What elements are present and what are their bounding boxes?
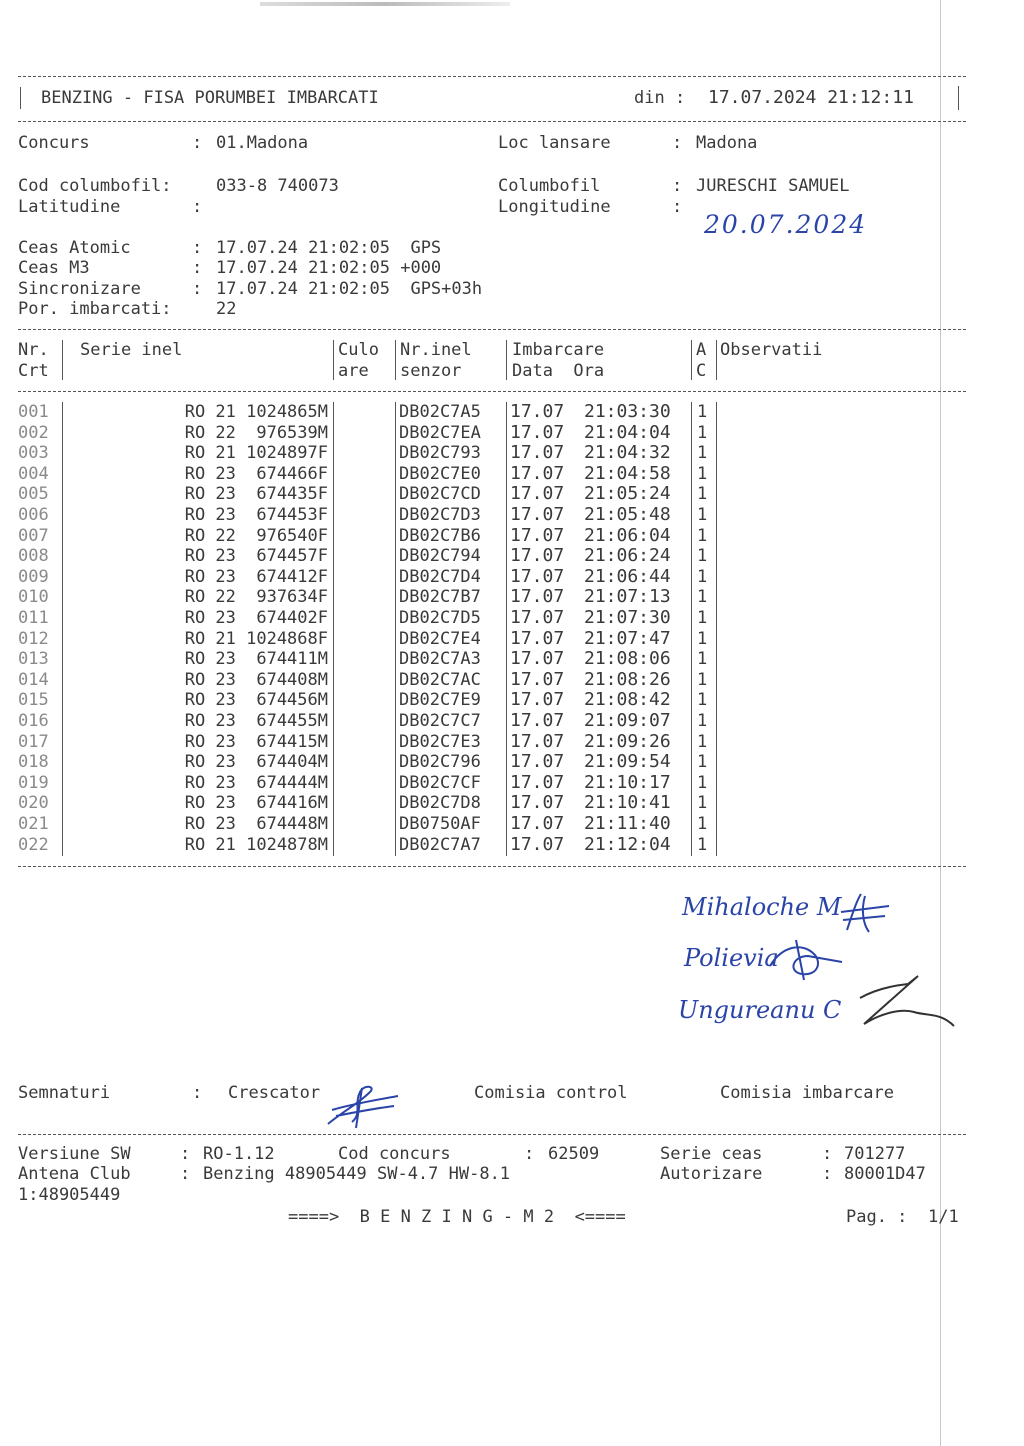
cell-nr: 014 bbox=[18, 669, 49, 690]
cell-ora: 21:08:06 bbox=[584, 648, 671, 670]
cell-nr: 002 bbox=[18, 422, 49, 443]
divider bbox=[395, 402, 396, 856]
cell-ac: 1 bbox=[697, 814, 708, 834]
divider bbox=[333, 340, 334, 380]
cell-senzor: DB02C7E0 bbox=[399, 463, 481, 484]
long-label: Longitudine bbox=[498, 197, 611, 217]
antena-value: Benzing 48905449 SW-4.7 HW-8.1 bbox=[203, 1164, 511, 1184]
cod-label: Cod columbofil: bbox=[18, 176, 172, 196]
header-nrinel-1: Nr.inel bbox=[400, 340, 472, 360]
cell-serie: RO 23 674457F bbox=[184, 546, 328, 567]
columbofil-label: Columbofil bbox=[498, 176, 601, 196]
signature-text-2: Polievia bbox=[684, 944, 779, 972]
cell-senzor: DB02C7AC bbox=[399, 669, 481, 690]
cell-ora: 21:12:04 bbox=[584, 833, 671, 855]
colon: : bbox=[192, 238, 203, 258]
cell-data: 17.07 bbox=[510, 462, 565, 484]
cell-senzor: DB02C7B6 bbox=[399, 525, 481, 546]
cell-ac: 1 bbox=[697, 752, 708, 773]
cell-senzor: DB02C7E3 bbox=[399, 731, 481, 752]
loc-value: Madona bbox=[696, 133, 758, 153]
ceas-atomic-label: Ceas Atomic bbox=[18, 238, 131, 258]
header-imbarcare-1: Imbarcare bbox=[512, 340, 605, 360]
autorizare-label: Autorizare bbox=[660, 1164, 763, 1184]
cell-ora: 21:06:44 bbox=[584, 565, 671, 587]
ceas-m3-value: 17.07.24 21:02:05 +000 bbox=[216, 258, 442, 278]
sincronizare-value: 17.07.24 21:02:05 GPS+03h bbox=[216, 279, 483, 299]
colon: : bbox=[192, 1083, 203, 1103]
cell-data: 17.07 bbox=[510, 710, 565, 731]
brand-line: ====> B E N Z I N G - M 2 <==== bbox=[288, 1207, 626, 1227]
cell-ora: 21:08:42 bbox=[584, 689, 671, 711]
cell-serie: RO 23 674408M bbox=[184, 669, 328, 690]
signature-mark-2 bbox=[762, 936, 846, 982]
cell-ac: 1 bbox=[697, 402, 708, 422]
cell-serie: RO 23 674415M bbox=[184, 731, 328, 752]
cell-data: 17.07 bbox=[510, 401, 565, 422]
comisia-imbarcare-label: Comisia imbarcare bbox=[720, 1083, 894, 1103]
cell-data: 17.07 bbox=[510, 689, 565, 711]
colon: : bbox=[192, 197, 203, 217]
colon: : bbox=[180, 1144, 191, 1164]
header-ac-2: C bbox=[696, 361, 707, 381]
cell-ora: 21:10:17 bbox=[584, 771, 671, 793]
date-value: 17.07.2024 21:12:11 bbox=[708, 87, 914, 108]
cell-serie: RO 23 674456M bbox=[184, 690, 328, 711]
cell-senzor: DB02C7C7 bbox=[399, 711, 481, 731]
antena-id: 1:48905449 bbox=[18, 1185, 121, 1205]
cell-ac: 1 bbox=[697, 608, 708, 628]
cell-ac: 1 bbox=[697, 834, 708, 855]
cell-senzor: DB02C7E9 bbox=[399, 690, 481, 711]
cell-nr: 003 bbox=[18, 443, 49, 464]
comisia-control-label: Comisia control bbox=[474, 1083, 628, 1103]
cell-ora: 21:09:26 bbox=[584, 730, 671, 752]
divider bbox=[18, 391, 966, 392]
cell-senzor: DB02C7D5 bbox=[399, 608, 481, 628]
cell-ac: 1 bbox=[697, 484, 708, 505]
header-nr-2: Crt bbox=[18, 361, 49, 381]
header-nr-1: Nr. bbox=[18, 340, 49, 360]
colon: : bbox=[822, 1164, 833, 1184]
cell-ac: 1 bbox=[697, 649, 708, 670]
divider bbox=[18, 76, 966, 77]
cod-concurs-label: Cod concurs bbox=[338, 1144, 451, 1164]
cell-senzor: DB02C7CD bbox=[399, 484, 481, 505]
document-title: BENZING - FISA PORUMBEI IMBARCATI bbox=[41, 88, 379, 108]
columbofil-value: JURESCHI SAMUEL bbox=[696, 176, 850, 196]
cell-ora: 21:08:26 bbox=[584, 668, 671, 690]
cell-ora: 21:07:30 bbox=[584, 607, 671, 628]
cell-nr: 022 bbox=[18, 834, 49, 855]
cell-nr: 007 bbox=[18, 525, 49, 546]
cell-nr: 006 bbox=[18, 505, 49, 525]
versiune-label: Versiune SW bbox=[18, 1144, 131, 1164]
cell-data: 17.07 bbox=[510, 442, 565, 464]
cell-ora: 21:07:13 bbox=[584, 586, 671, 608]
divider bbox=[18, 1134, 966, 1135]
concurs-label: Concurs bbox=[18, 133, 90, 153]
cell-data: 17.07 bbox=[510, 421, 565, 443]
cell-nr: 010 bbox=[18, 587, 49, 608]
cell-nr: 001 bbox=[18, 402, 49, 422]
cell-ora: 21:09:54 bbox=[584, 751, 671, 773]
cell-senzor: DB02C7CF bbox=[399, 772, 481, 793]
signature-text-3: Ungureanu C bbox=[678, 996, 842, 1024]
cell-data: 17.07 bbox=[510, 627, 565, 649]
serie-ceas-value: 701277 bbox=[844, 1144, 906, 1164]
cell-senzor: DB02C7D8 bbox=[399, 793, 481, 814]
cod-value: 033-8 740073 bbox=[216, 176, 339, 196]
cell-senzor: DB02C7D4 bbox=[399, 566, 481, 587]
cell-serie: RO 23 674448M bbox=[184, 814, 328, 834]
colon: : bbox=[524, 1144, 535, 1164]
cell-serie: RO 23 674416M bbox=[184, 793, 328, 814]
cell-serie: RO 22 976539M bbox=[184, 422, 328, 443]
cell-senzor: DB02C7B7 bbox=[399, 587, 481, 608]
divider bbox=[20, 87, 21, 109]
cell-data: 17.07 bbox=[510, 565, 565, 587]
cell-ora: 21:06:24 bbox=[584, 545, 671, 567]
cell-ora: 21:05:24 bbox=[584, 483, 671, 505]
cell-data: 17.07 bbox=[510, 730, 565, 752]
divider bbox=[18, 866, 966, 867]
cell-senzor: DB02C793 bbox=[399, 443, 481, 464]
cell-serie: RO 23 674455M bbox=[184, 711, 328, 731]
divider bbox=[958, 86, 959, 110]
colon: : bbox=[192, 279, 203, 299]
divider bbox=[506, 340, 507, 380]
cell-nr: 012 bbox=[18, 628, 49, 649]
cell-serie: RO 23 674453F bbox=[184, 505, 328, 525]
signature-mark-3 bbox=[850, 970, 962, 1032]
cell-nr: 021 bbox=[18, 814, 49, 834]
cell-senzor: DB0750AF bbox=[399, 814, 481, 834]
sincronizare-label: Sincronizare bbox=[18, 279, 141, 299]
cell-data: 17.07 bbox=[510, 813, 565, 834]
handwritten-date: 20.07.2024 bbox=[704, 210, 868, 239]
header-culoare-2: are bbox=[338, 361, 369, 381]
cell-serie: RO 21 1024865M bbox=[184, 402, 328, 422]
cell-serie: RO 23 674412F bbox=[184, 566, 328, 587]
cell-data: 17.07 bbox=[510, 751, 565, 773]
header-serie: Serie inel bbox=[80, 340, 183, 360]
signature-text-1: Mihaloche M bbox=[682, 893, 842, 921]
divider bbox=[62, 340, 63, 380]
cell-senzor: DB02C7E4 bbox=[399, 628, 481, 649]
header-nrinel-2: senzor bbox=[400, 361, 462, 381]
cell-senzor: DB02C796 bbox=[399, 752, 481, 773]
cell-ora: 21:06:04 bbox=[584, 524, 671, 546]
ceas-atomic-value: 17.07.24 21:02:05 GPS bbox=[216, 238, 442, 258]
cell-ac: 1 bbox=[697, 525, 708, 546]
cell-data: 17.07 bbox=[510, 648, 565, 670]
ceas-m3-label: Ceas M3 bbox=[18, 258, 90, 278]
cell-serie: RO 23 674435F bbox=[184, 484, 328, 505]
page-edge-line bbox=[940, 0, 941, 1446]
por-label: Por. imbarcati: bbox=[18, 299, 172, 319]
colon: : bbox=[672, 133, 683, 153]
cell-serie: RO 22 976540F bbox=[184, 525, 328, 546]
header-imbarcare-2: Data Ora bbox=[512, 361, 605, 381]
cell-data: 17.07 bbox=[510, 771, 565, 793]
cell-senzor: DB02C7A3 bbox=[399, 649, 481, 670]
divider bbox=[62, 402, 63, 856]
concurs-value: 01.Madona bbox=[216, 133, 309, 153]
cell-ora: 21:05:48 bbox=[584, 504, 671, 525]
cell-data: 17.07 bbox=[510, 483, 565, 505]
header-obs: Observatii bbox=[720, 340, 823, 360]
divider bbox=[395, 340, 396, 380]
page-label: Pag. : bbox=[846, 1207, 908, 1227]
cell-ac: 1 bbox=[697, 690, 708, 711]
divider bbox=[18, 121, 966, 122]
cell-ora: 21:10:41 bbox=[584, 792, 671, 814]
cell-ac: 1 bbox=[697, 463, 708, 484]
cell-ac: 1 bbox=[697, 546, 708, 567]
cod-concurs-value: 62509 bbox=[548, 1144, 600, 1164]
cell-nr: 016 bbox=[18, 711, 49, 731]
cell-serie: RO 21 1024878M bbox=[184, 834, 328, 855]
cell-nr: 019 bbox=[18, 772, 49, 793]
cell-nr: 011 bbox=[18, 608, 49, 628]
cell-nr: 020 bbox=[18, 793, 49, 814]
colon: : bbox=[180, 1164, 191, 1184]
divider bbox=[333, 402, 334, 856]
cell-data: 17.07 bbox=[510, 792, 565, 814]
cell-ora: 21:07:47 bbox=[584, 627, 671, 649]
semnaturi-label: Semnaturi bbox=[18, 1083, 111, 1103]
colon: : bbox=[672, 176, 683, 196]
divider bbox=[691, 402, 692, 856]
serie-ceas-label: Serie ceas bbox=[660, 1144, 763, 1164]
por-value: 22 bbox=[216, 299, 237, 319]
cell-data: 17.07 bbox=[510, 607, 565, 628]
cell-nr: 008 bbox=[18, 546, 49, 567]
cell-ac: 1 bbox=[697, 443, 708, 464]
colon: : bbox=[672, 197, 683, 217]
cell-ac: 1 bbox=[697, 628, 708, 649]
colon: : bbox=[822, 1144, 833, 1164]
divider bbox=[691, 340, 692, 380]
cell-serie: RO 21 1024897F bbox=[184, 443, 328, 464]
cell-data: 17.07 bbox=[510, 668, 565, 690]
cell-serie: RO 21 1024868F bbox=[184, 628, 328, 649]
header-culoare-1: Culo bbox=[338, 340, 379, 360]
loc-label: Loc lansare bbox=[498, 133, 611, 153]
cell-data: 17.07 bbox=[510, 833, 565, 855]
cell-serie: RO 23 674411M bbox=[184, 649, 328, 670]
cell-ora: 21:04:32 bbox=[584, 442, 671, 464]
cell-senzor: DB02C7D3 bbox=[399, 505, 481, 525]
cell-senzor: DB02C7A5 bbox=[399, 402, 481, 422]
header-ac-1: A bbox=[696, 340, 707, 360]
cell-nr: 015 bbox=[18, 690, 49, 711]
cell-senzor: DB02C7A7 bbox=[399, 834, 481, 855]
cell-ac: 1 bbox=[697, 669, 708, 690]
divider bbox=[716, 402, 717, 856]
cell-data: 17.07 bbox=[510, 586, 565, 608]
antena-label: Antena Club bbox=[18, 1164, 131, 1184]
cell-data: 17.07 bbox=[510, 524, 565, 546]
cell-ac: 1 bbox=[697, 587, 708, 608]
cell-senzor: DB02C7EA bbox=[399, 422, 481, 443]
crescator-label: Crescator bbox=[228, 1083, 321, 1103]
cell-nr: 009 bbox=[18, 566, 49, 587]
cell-nr: 017 bbox=[18, 731, 49, 752]
cell-nr: 018 bbox=[18, 752, 49, 773]
crescator-signature bbox=[322, 1082, 404, 1130]
divider bbox=[716, 340, 717, 380]
cell-ac: 1 bbox=[697, 566, 708, 587]
cell-ac: 1 bbox=[697, 731, 708, 752]
cell-data: 17.07 bbox=[510, 545, 565, 567]
cell-ac: 1 bbox=[697, 505, 708, 525]
colon: : bbox=[192, 258, 203, 278]
divider bbox=[18, 329, 966, 330]
cell-data: 17.07 bbox=[510, 504, 565, 525]
cell-nr: 004 bbox=[18, 463, 49, 484]
cell-nr: 013 bbox=[18, 649, 49, 670]
cell-nr: 005 bbox=[18, 484, 49, 505]
cell-ora: 21:04:58 bbox=[584, 462, 671, 484]
versiune-value: RO-1.12 bbox=[203, 1144, 275, 1164]
scan-artifact bbox=[260, 2, 510, 6]
cell-serie: RO 23 674444M bbox=[184, 772, 328, 793]
cell-serie: RO 22 937634F bbox=[184, 587, 328, 608]
cell-ora: 21:11:40 bbox=[584, 813, 671, 834]
cell-senzor: DB02C794 bbox=[399, 546, 481, 567]
cell-ac: 1 bbox=[697, 422, 708, 443]
cell-serie: RO 23 674466F bbox=[184, 463, 328, 484]
signature-mark-1 bbox=[835, 890, 895, 936]
cell-ora: 21:04:04 bbox=[584, 421, 671, 443]
page-value: 1/1 bbox=[928, 1207, 959, 1227]
cell-ac: 1 bbox=[697, 793, 708, 814]
divider bbox=[506, 402, 507, 856]
autorizare-value: 80001D47 bbox=[844, 1164, 926, 1184]
cell-ora: 21:09:07 bbox=[584, 710, 671, 731]
date-label: din : bbox=[634, 88, 686, 108]
cell-ora: 21:03:30 bbox=[584, 401, 671, 422]
lat-label: Latitudine bbox=[18, 197, 121, 217]
cell-ac: 1 bbox=[697, 772, 708, 793]
cell-ac: 1 bbox=[697, 711, 708, 731]
cell-serie: RO 23 674402F bbox=[184, 608, 328, 628]
colon: : bbox=[192, 133, 203, 153]
cell-serie: RO 23 674404M bbox=[184, 752, 328, 773]
